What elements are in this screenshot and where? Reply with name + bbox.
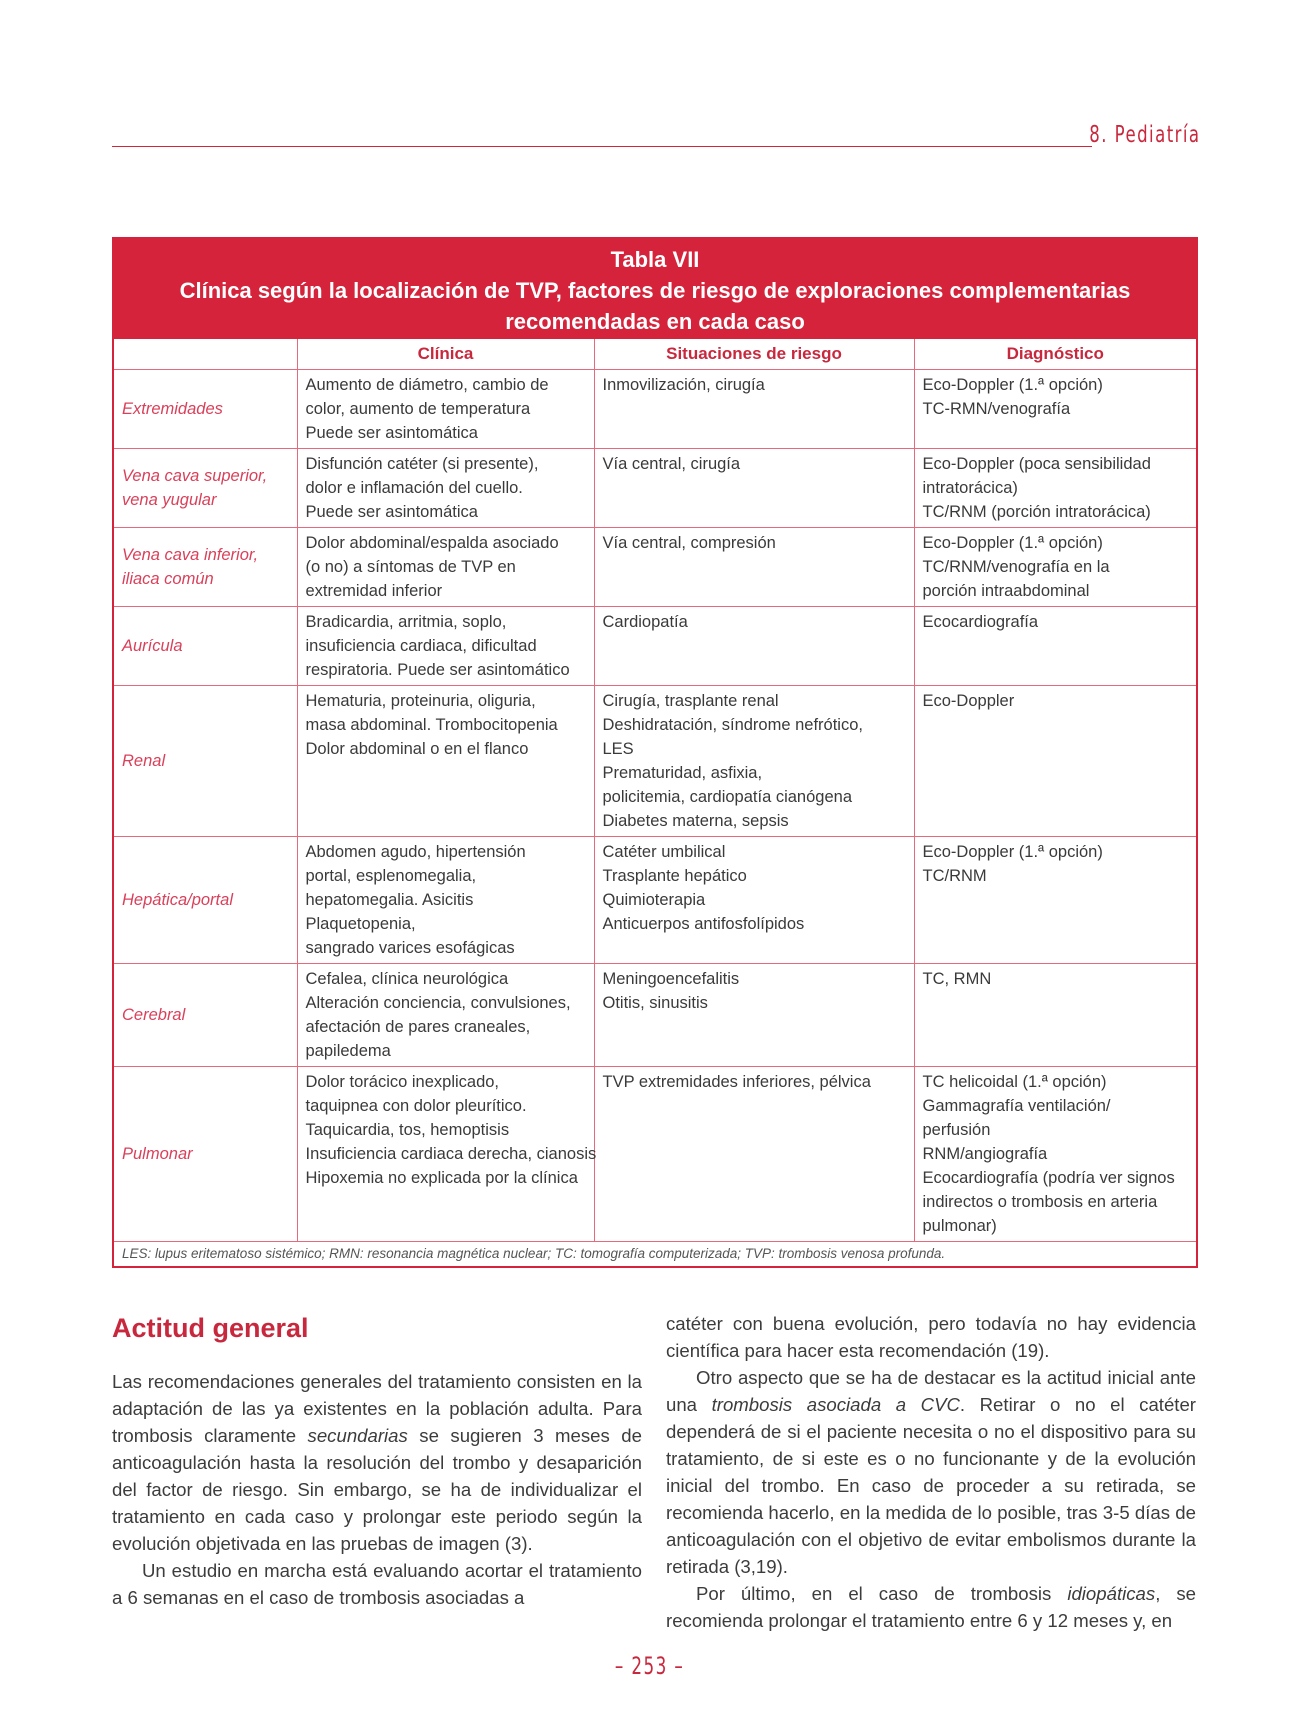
- cell-line: Disfunción catéter (si presente),: [305, 455, 539, 473]
- cell-line: intratorácica): [922, 479, 1018, 497]
- clinica-cell: [297, 370, 594, 449]
- cell-line: Inmovilización, cirugía: [602, 376, 765, 394]
- cell-line: TC/RNM (porción intratorácica): [922, 503, 1151, 521]
- table-row: [114, 964, 1196, 1067]
- diagnostico-cell: [914, 686, 1196, 837]
- cell-line: Vena cava inferior,: [122, 546, 259, 564]
- table-row: [114, 686, 1196, 837]
- cell-line: TC-RMN/venografía: [922, 400, 1071, 418]
- riesgo-cell: [594, 528, 914, 607]
- cell-line: Eco-Doppler: [922, 692, 1015, 710]
- cell-line: Insuficiencia cardiaca derecha, cianosis: [305, 1145, 597, 1163]
- cell-line: Prematuridad, asfixia,: [602, 764, 763, 782]
- location-cell: [114, 964, 297, 1067]
- cell-line: Quimioterapia: [602, 891, 706, 909]
- cell-line: TC helicoidal (1.ª opción): [922, 1073, 1107, 1091]
- paragraph-1: [112, 1368, 642, 1557]
- table-label: Tabla VII: [610, 247, 700, 272]
- cell-line: TVP extremidades inferiores, pélvica: [602, 1073, 871, 1091]
- cell-line: Puede ser asintomática: [305, 503, 478, 521]
- column-header-location: [114, 339, 297, 370]
- cell-line: Anticuerpos antifosfolípidos: [602, 915, 805, 933]
- italic-run: secundarias: [307, 1425, 408, 1446]
- cell-line: Vena cava superior,: [122, 467, 268, 485]
- cell-line: Ecocardiografía: [922, 613, 1039, 631]
- paragraph-2-continued: catéter con buena evolución, pero todavía no hay evidencia científica para hacer esta recomendación (19).: [666, 1313, 1196, 1361]
- cell-line: Gammagrafía ventilación/: [922, 1097, 1111, 1115]
- cell-line: respiratoria. Puede ser asintomático: [305, 661, 570, 679]
- cell-line: Pulmonar: [122, 1145, 193, 1163]
- cell-line: Eco-Doppler (1.ª opción): [922, 376, 1103, 394]
- cell-line: perfusión: [922, 1121, 991, 1139]
- cell-line: Ecocardiografía (podría ver signos: [922, 1169, 1175, 1187]
- cell-line: dolor e inflamación del cuello.: [305, 479, 523, 497]
- column-header-diagnostico: Diagnóstico: [914, 339, 1196, 370]
- location-cell: [114, 607, 297, 686]
- table-caption: [114, 239, 1196, 339]
- cell-line: Eco-Doppler (1.ª opción): [922, 534, 1103, 552]
- cell-line: Deshidratación, síndrome nefrótico,: [602, 716, 863, 734]
- cell-line: Dolor abdominal/espalda asociado: [305, 534, 559, 552]
- table-vii: [112, 237, 1198, 1268]
- cell-line: Cirugía, trasplante renal: [602, 692, 779, 710]
- table-row: [114, 449, 1196, 528]
- location-cell: [114, 1067, 297, 1242]
- page-number: [0, 1652, 1300, 1680]
- cell-line: Aumento de diámetro, cambio de: [305, 376, 549, 394]
- text-run: Por último, en el caso de trombosis: [696, 1583, 1068, 1604]
- section-title: Actitud general: [112, 1313, 309, 1343]
- cell-line: Catéter umbilical: [602, 843, 726, 861]
- clinica-cell: [297, 837, 594, 964]
- table-row: [114, 607, 1196, 686]
- chapter-title: 8. Pediatría: [1088, 122, 1200, 148]
- cell-line: vena yugular: [122, 491, 217, 509]
- riesgo-cell: [594, 686, 914, 837]
- diagnostico-cell: [914, 370, 1196, 449]
- cell-line: Eco-Doppler (poca sensibilidad: [922, 455, 1151, 473]
- column-header-row: [114, 339, 1196, 370]
- diagnostico-cell: [914, 449, 1196, 528]
- table-footnote: LES: lupus eritematoso sistémico; RMN: resonancia magnética nuclear; TC: tomografía computerizada; TVP: trombosis venosa profunda.: [114, 1242, 1196, 1267]
- cell-line: taquipnea con dolor pleurítico.: [305, 1097, 527, 1115]
- cell-line: Hipoxemia no explicada por la clínica: [305, 1169, 578, 1187]
- diagnostico-cell: [914, 837, 1196, 964]
- running-head: [112, 118, 1200, 148]
- cell-line: TC, RMN: [922, 970, 992, 988]
- paragraph-3: [666, 1364, 1196, 1580]
- cell-line: Diabetes materna, sepsis: [602, 812, 789, 830]
- column-header-riesgo: Situaciones de riesgo: [594, 339, 914, 370]
- data-table: [114, 339, 1196, 1266]
- text-run: Otro aspecto que se ha de destacar es la actitud inicial ante una: [666, 1367, 1196, 1415]
- cell-line: RNM/angiografía: [922, 1145, 1048, 1163]
- header-rule: [112, 146, 1092, 147]
- cell-line: Vía central, cirugía: [602, 455, 741, 473]
- table-footnote-row: [114, 1242, 1196, 1267]
- table-title-line-2: recomendadas en cada caso: [505, 309, 805, 334]
- location-cell: [114, 449, 297, 528]
- diagnostico-cell: [914, 1067, 1196, 1242]
- cell-line: Dolor torácico inexplicado,: [305, 1073, 500, 1091]
- cell-line: extremidad inferior: [305, 582, 443, 600]
- cell-line: Aurícula: [122, 637, 183, 655]
- cell-line: Alteración conciencia, convulsiones,: [305, 994, 571, 1012]
- column-header-clinica: Clínica: [297, 339, 594, 370]
- clinica-cell: [297, 449, 594, 528]
- cell-line: sangrado varices esofágicas: [305, 939, 515, 957]
- riesgo-cell: [594, 370, 914, 449]
- right-column: [666, 1310, 1196, 1634]
- left-column: [112, 1310, 642, 1611]
- clinica-cell: [297, 964, 594, 1067]
- cell-line: TC/RNM: [922, 867, 987, 885]
- cell-line: Cefalea, clínica neurológica: [305, 970, 509, 988]
- cell-line: indirectos o trombosis en arteria: [922, 1193, 1158, 1211]
- page-number-text: – 253 –: [615, 1652, 685, 1680]
- cell-line: porción intraabdominal: [922, 582, 1090, 600]
- cell-line: iliaca común: [122, 570, 214, 588]
- paragraph-2: Un estudio en marcha está evaluando acortar el tratamiento a 6 semanas en el caso de trombosis asociadas a: [112, 1560, 642, 1608]
- location-cell: [114, 837, 297, 964]
- cell-line: Meningoencefalitis: [602, 970, 740, 988]
- italic-run: idiopáticas: [1067, 1583, 1156, 1604]
- cell-line: Abdomen agudo, hipertensión: [305, 843, 526, 861]
- clinica-cell: [297, 607, 594, 686]
- table-row: [114, 837, 1196, 964]
- riesgo-cell: [594, 449, 914, 528]
- diagnostico-cell: [914, 607, 1196, 686]
- cell-line: Extremidades: [122, 400, 223, 418]
- location-cell: [114, 686, 297, 837]
- clinica-cell: [297, 1067, 597, 1242]
- cell-line: Otitis, sinusitis: [602, 994, 708, 1012]
- cell-line: Trasplante hepático: [602, 867, 747, 885]
- table-row: [114, 370, 1196, 449]
- cell-line: masa abdominal. Trombocitopenia: [305, 716, 558, 734]
- location-cell: [114, 370, 297, 449]
- riesgo-cell: [594, 964, 914, 1067]
- clinica-cell: [297, 528, 594, 607]
- paragraph-4: [666, 1580, 1196, 1634]
- cell-line: TC/RNM/venografía en la: [922, 558, 1110, 576]
- text-run: . Retirar o no el catéter dependerá de si el paciente necesita o no el dispositivo para su tratamiento, de si este es o no funcionante y de la evolución inicial del trombo. En caso de proceder a su retirada, se recomienda hacerlo, en la medida de lo posible, tras 3-5 días de anticoagulación con el objetivo de evitar embolismos durante la retirada (3,19).: [666, 1394, 1197, 1577]
- cell-line: afectación de pares craneales,: [305, 1018, 531, 1036]
- text-run: , se recomienda prolongar el tratamiento entre 6 y 12 meses y, en: [666, 1583, 1196, 1631]
- cell-line: Hematuria, proteinuria, oliguria,: [305, 692, 536, 710]
- text-run: Las recomendaciones generales del tratamiento consisten en la adaptación de las ya existentes en la población adulta. Para trombosis claramente: [112, 1371, 642, 1446]
- location-cell: [114, 528, 297, 607]
- riesgo-cell: [594, 1067, 914, 1242]
- cell-line: Hepática/portal: [122, 891, 233, 909]
- table-row: [114, 528, 1196, 607]
- cell-line: Taquicardia, tos, hemoptisis: [305, 1121, 510, 1139]
- cell-line: Eco-Doppler (1.ª opción): [922, 843, 1103, 861]
- clinica-cell: [297, 686, 594, 837]
- cell-line: portal, esplenomegalia,: [305, 867, 477, 885]
- cell-line: LES: [602, 740, 634, 758]
- table-row: [114, 1067, 1196, 1242]
- text-run: se sugieren 3 meses de anticoagulación hasta la resolución del trombo y desaparición del factor de riesgo. Sin embargo, se ha de individualizar el tratamiento en cada caso y prolongar este periodo según la evolución objetivada en las pruebas de imagen (3).: [112, 1425, 642, 1554]
- diagnostico-cell: [914, 964, 1196, 1067]
- cell-line: papiledema: [305, 1042, 391, 1060]
- riesgo-cell: [594, 837, 914, 964]
- cell-line: pulmonar): [922, 1217, 997, 1235]
- cell-line: color, aumento de temperatura: [305, 400, 531, 418]
- cell-line: (o no) a síntomas de TVP en: [305, 558, 516, 576]
- cell-line: Cerebral: [122, 1006, 186, 1024]
- cell-line: policitemia, cardiopatía cianógena: [602, 788, 852, 806]
- cell-line: Renal: [122, 752, 166, 770]
- italic-run: trombosis asociada a CVC: [711, 1394, 960, 1415]
- table-title-line-1: Clínica según la localización de TVP, factores de riesgo de exploraciones complementarias: [179, 278, 1131, 303]
- cell-line: Dolor abdominal o en el flanco: [305, 740, 529, 758]
- cell-line: hepatomegalia. Asicitis: [305, 891, 474, 909]
- cell-line: insuficiencia cardiaca, dificultad: [305, 637, 537, 655]
- riesgo-cell: [594, 607, 914, 686]
- cell-line: Cardiopatía: [602, 613, 688, 631]
- cell-line: Vía central, compresión: [602, 534, 776, 552]
- diagnostico-cell: [914, 528, 1196, 607]
- cell-line: Puede ser asintomática: [305, 424, 478, 442]
- cell-line: Plaquetopenia,: [305, 915, 416, 933]
- cell-line: Bradicardia, arritmia, soplo,: [305, 613, 507, 631]
